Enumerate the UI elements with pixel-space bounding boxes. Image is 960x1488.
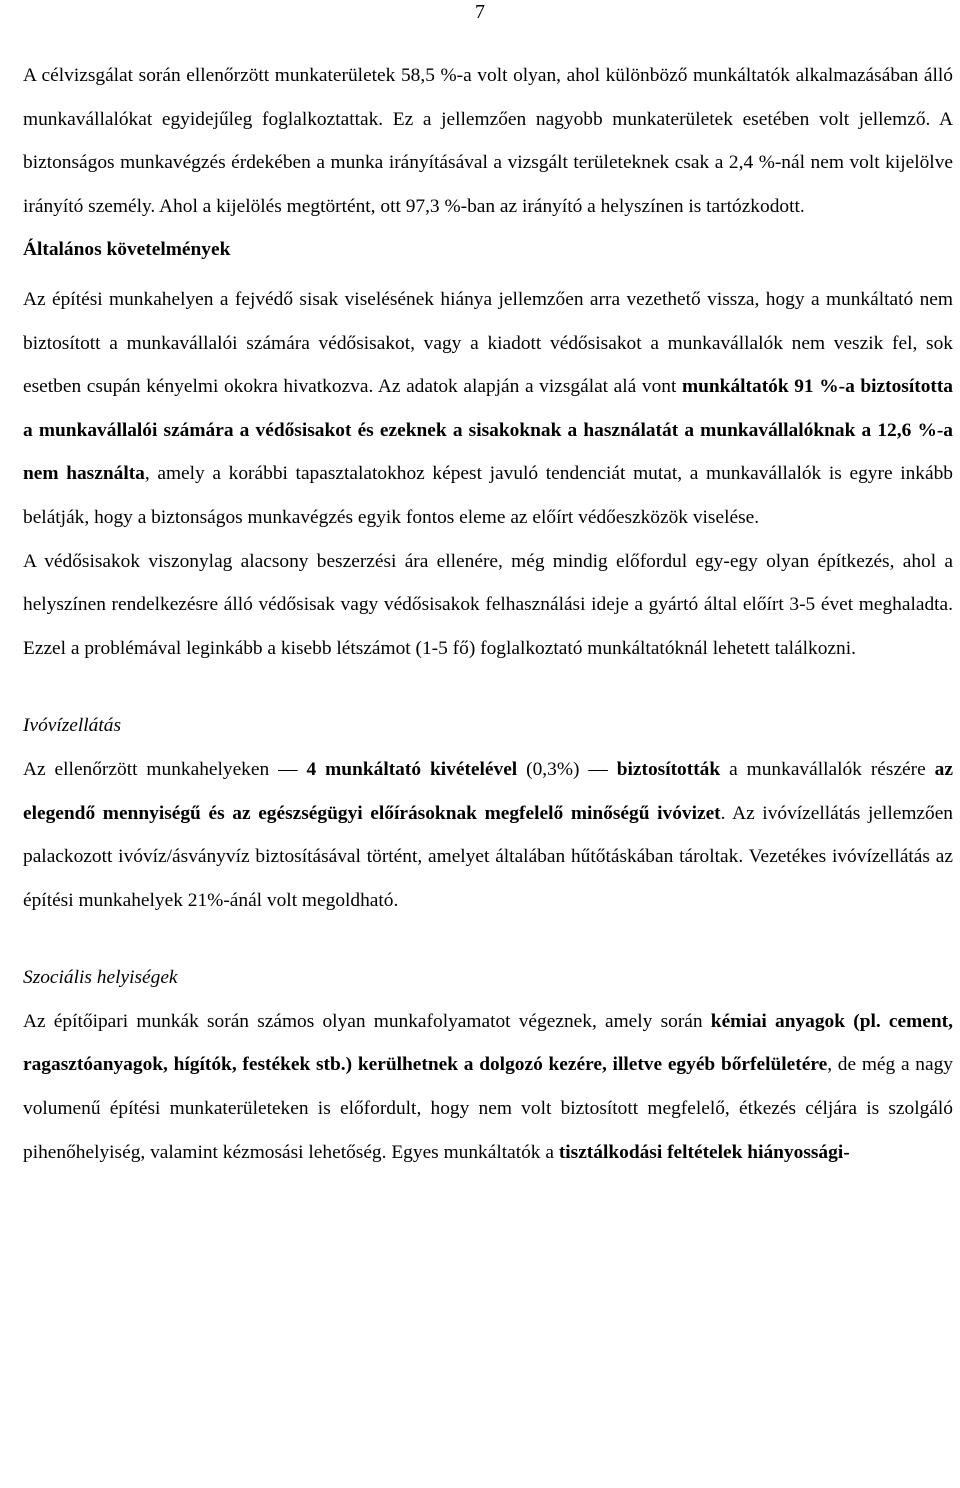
water-text-3: a munkavállalók részére (720, 758, 935, 780)
general-paragraph-2: A védősisakok viszonylag alacsony beszerzési ára ellenére, még mindig előfordul egy-egy olyan építkezés, ahol a helyszínen rendelkezésre álló védősisak vagy védősisakok felhasználási ideje a gyártó által előírt 3-5 évet meghaladta. Ezzel a problémával leginkább a kisebb létszámot (1-5 fő) foglalkoztató munkáltatóknál lehetett találkozni. (23, 550, 953, 659)
water-dash-1: — (278, 758, 298, 780)
water-paragraph (23, 748, 953, 922)
page-number: 7 (475, 1, 485, 23)
water-bold-1: 4 munkáltató kivételével (297, 758, 518, 780)
section-heading-general: Általános követelmények (23, 239, 231, 261)
social-text-1: Az építőipari munkák során számos olyan munkafolyamatot végeznek, amely során (23, 1010, 711, 1032)
section-heading-social: Szociális helyiségek (23, 967, 178, 989)
water-dash-2: — (588, 758, 608, 780)
intro-paragraph: A célvizsgálat során ellenőrzött munkaterületek 58,5 %-a volt olyan, ahol különböző munkáltatók alkalmazásában álló munkavállalókat egyidejűleg foglalkoztattak. Ez a jellemzően nagyobb munkaterületek esetében volt jellemző. A biztonságos munkavégzés érdekében a munka irányításával a vizsgált területeknek csak a 2,4 %-nál nem volt kijelölve irányító személy. Ahol a kijelölés megtörtént, ott 97,3 %-ban az irányító a helyszínen is tartózkodott. (23, 65, 953, 217)
water-text-2: (0,3%) (517, 758, 589, 780)
social-bold-1: kémiai anyagok (pl. cement, ragasztóanyagok, hígítók, festékek stb.) kerülhetnek a dolgozó kezére, illetve egyéb bőrfelületére (23, 1010, 953, 1076)
general-text-end: , amely a korábbi tapasztalatokhoz képest javuló tendenciát mutat, a munkavállalók is egyre inkább belátják, hogy a biztonságos munkavégzés egyik fontos eleme az előírt védőeszközök viselése. (23, 463, 953, 528)
water-text-4: . Az ivóvízellátás jellemzően palackozott ivóvíz/ásványvíz biztosításával történt, amelyet általában hűtőtáskában tároltak. Vezetékes ivóvízellátás az építési munkahelyek 21%-ánál volt megoldható. (23, 802, 953, 911)
social-bold-2: tisztálkodási feltételek hiányossági- (558, 1141, 850, 1163)
general-bold-text: munkáltatók 91 %-a biztosította a munkavállalói számára a védősisakot és ezeknek a sisakoknak a használatát a munkavállalóknak a 12,6 %-a nem használta (23, 376, 953, 485)
general-paragraph-1 (23, 278, 953, 540)
water-bold-2: biztosították (607, 758, 721, 780)
social-text-2: , de még a nagy volumenű építési munkaterületeken is előfordult, hogy nem volt biztosított megfelelő, étkezés céljára is szolgáló pihenőhelyiség, valamint kézmosási lehetőség. Egyes munkáltatók a (23, 1054, 953, 1163)
section-heading-water: Ivóvízellátás (23, 715, 122, 737)
social-paragraph (23, 1000, 953, 1174)
water-text-1: Az ellenőrzött munkahelyeken (23, 758, 279, 780)
general-text: Az építési munkahelyen a fejvédő sisak viselésének hiánya jellemzően arra vezethető vissza, hogy a munkáltató nem biztosított a munkavállalói számára védősisakot, vagy a kiadott védősisakot a munkavállalók nem veszik fel, sok esetben csupán kényelmi okokra hivatkozva. Az adatok alapján a vizsgálat alá vont (23, 288, 953, 398)
water-bold-3: az elegendő mennyiségű és az egészségügyi előírásoknak megfelelő minőségű ivóvizet (23, 758, 953, 824)
document-body (23, 54, 953, 1174)
